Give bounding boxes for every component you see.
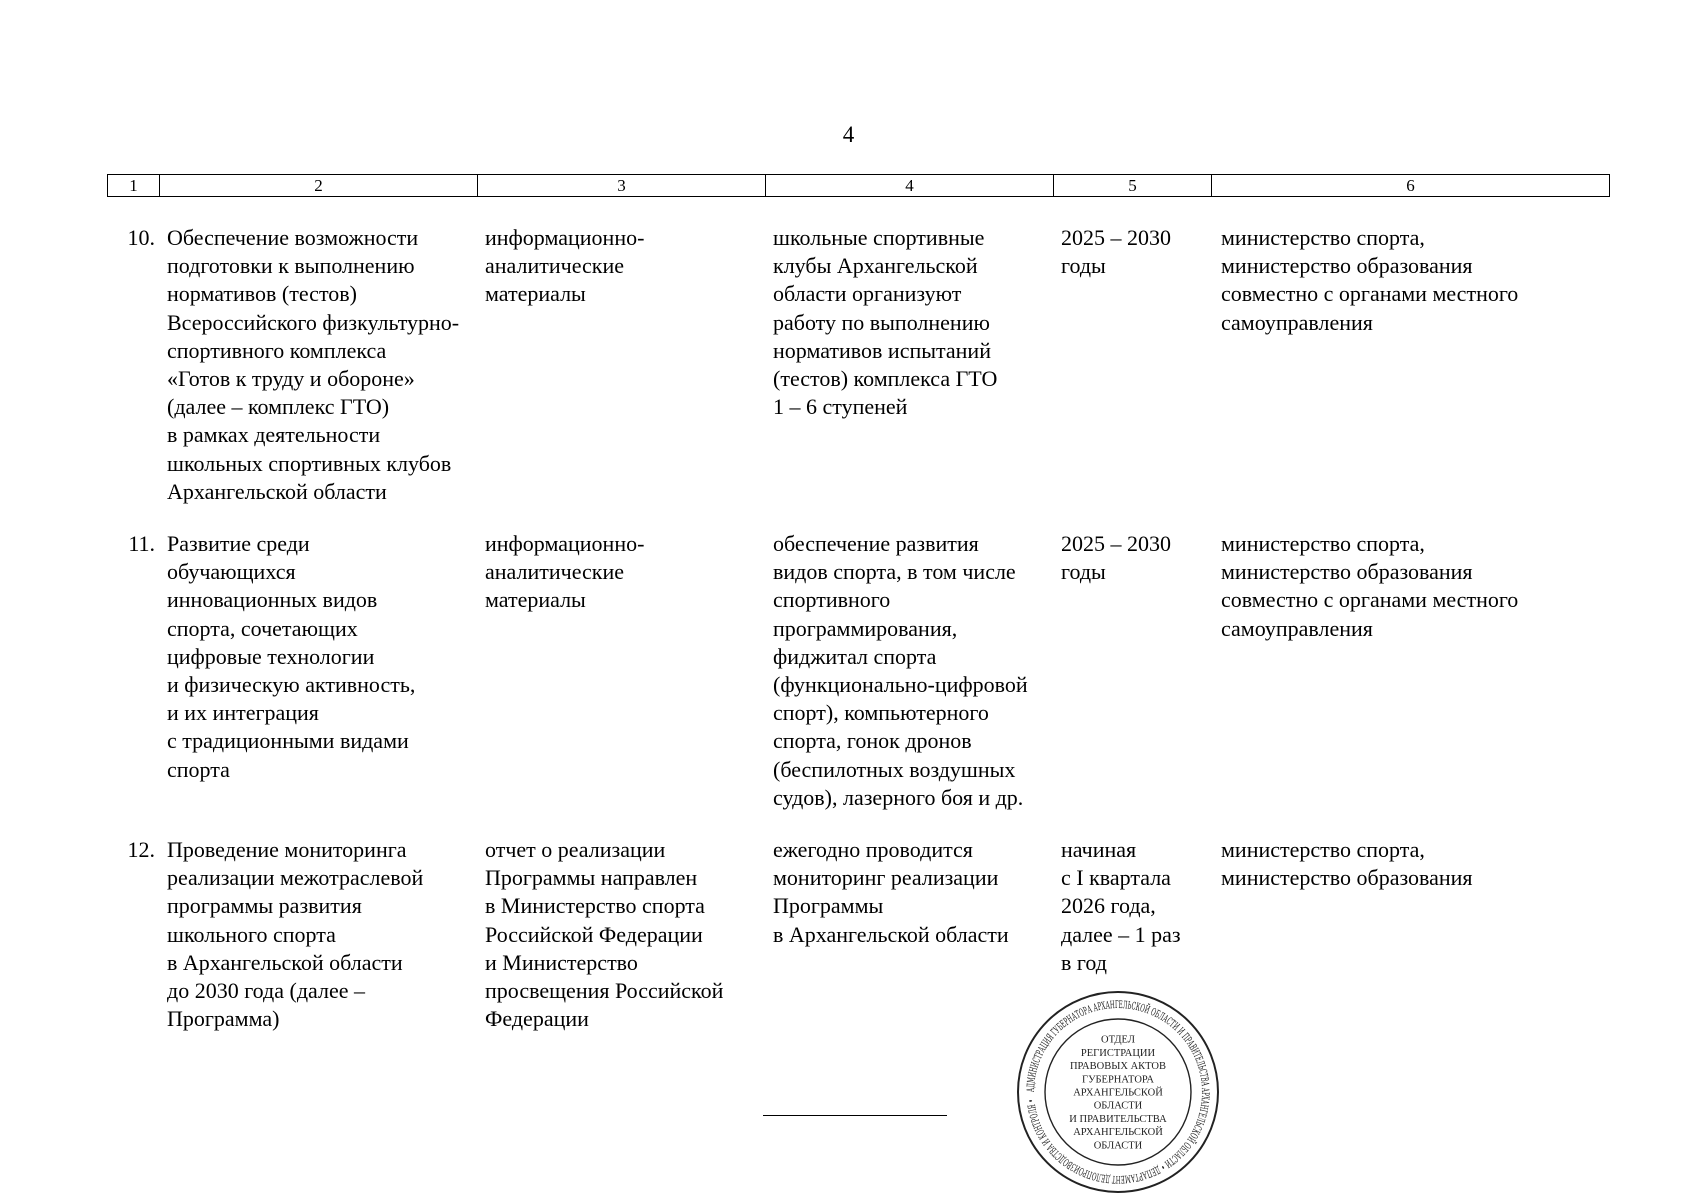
expected-result: школьные спортивные клубы Архангельской области организуют работу по выполнению нормативов испытаний (тестов) комплекса ГТО 1 – 6 ступеней xyxy=(773,225,998,420)
column-header-5: 5 xyxy=(1054,175,1212,197)
deadline: начиная с I квартала 2026 года, далее – 1 раз в год xyxy=(1061,837,1181,975)
stamp-line: ПРАВОВЫХ АКТОВ xyxy=(1069,1061,1167,1073)
result-type: информационно- аналитические материалы xyxy=(485,225,645,307)
stamp-line: ОБЛАСТИ xyxy=(1093,1140,1143,1152)
deadline: 2025 – 2030 годы xyxy=(1061,531,1171,585)
end-of-document-line xyxy=(763,1115,947,1116)
row-number: 11. xyxy=(128,531,155,556)
responsible-executors: министерство спорта, министерство образования совместно с органами местного самоуправления xyxy=(1221,225,1519,335)
column-header-3: 3 xyxy=(478,175,766,197)
stamp-line: ОБЛАСТИ xyxy=(1093,1100,1143,1112)
stamp-line: И ПРАВИТЕЛЬСТВА xyxy=(1069,1113,1167,1125)
column-header-6: 6 xyxy=(1212,175,1610,197)
stamp-line: ОТДЕЛ xyxy=(1101,1034,1135,1046)
result-type: отчет о реализации Программы направлен в Министерство спорта Российской Федерации и Министерство просвещения Российской Федерации xyxy=(485,837,724,1032)
activity-name: Проведение мониторинга реализации межотраслевой программы развития школьного спорта в Архангельской области до 2030 года (далее – Программа) xyxy=(167,837,424,1032)
registration-stamp xyxy=(1013,988,1223,1196)
row-number: 10. xyxy=(127,225,155,250)
column-header-4: 4 xyxy=(766,175,1054,197)
row-number: 12. xyxy=(127,837,155,862)
stamp-ring-text: АДМИНИСТРАЦИЯ ГУБЕРНАТОРА АРХАНГЕЛЬСКОЙ ОБЛАСТИ И ПРАВИТЕЛЬСТВА АРХАНГЕЛЬСКОЙ ОБЛАСТИ • ДЕПАРТАМЕНТ ДЕЛОПРОИЗВОДСТВА И КОНТРОЛЯ • xyxy=(1024,998,1212,1186)
stamp-line: АРХАНГЕЛЬСКОЙ xyxy=(1073,1087,1163,1099)
page-number: 4 xyxy=(842,122,855,147)
column-header-2: 2 xyxy=(160,175,478,197)
expected-result: ежегодно проводится мониторинг реализации Программы в Архангельской области xyxy=(773,837,1009,947)
stamp-line: АРХАНГЕЛЬСКОЙ xyxy=(1073,1127,1163,1139)
activity-name: Обеспечение возможности подготовки к выполнению нормативов (тестов) Всероссийского физкультурно- спортивного комплекса «Готов к труду и обороне» (далее – комплекс ГТО) в рамках деятельности школьных спортивных клубов Архангельской области xyxy=(167,225,460,504)
expected-result: обеспечение развития видов спорта, в том числе спортивного программирования, фиджитал спорта (функционально-цифровой спорт), компьютерного спорта, гонок дронов (беспилотных воздушных судов), лазерного боя и др. xyxy=(773,531,1028,810)
stamp-line: РЕГИСТРАЦИИ xyxy=(1080,1047,1156,1059)
activity-name: Развитие среди обучающихся инновационных видов спорта, сочетающих цифровые технологии и физическую активность, и их интеграция с традиционными видами спорта xyxy=(167,531,416,782)
column-header-1: 1 xyxy=(108,175,160,197)
stamp-line: ГУБЕРНАТОРА xyxy=(1082,1074,1154,1086)
deadline: 2025 – 2030 годы xyxy=(1061,225,1171,279)
column-number-header xyxy=(107,174,1610,197)
responsible-executors: министерство спорта, министерство образования xyxy=(1221,837,1473,891)
responsible-executors: министерство спорта, министерство образования совместно с органами местного самоуправления xyxy=(1221,531,1519,641)
stamp-center-text xyxy=(1069,1035,1167,1152)
result-type: информационно- аналитические материалы xyxy=(485,531,645,613)
